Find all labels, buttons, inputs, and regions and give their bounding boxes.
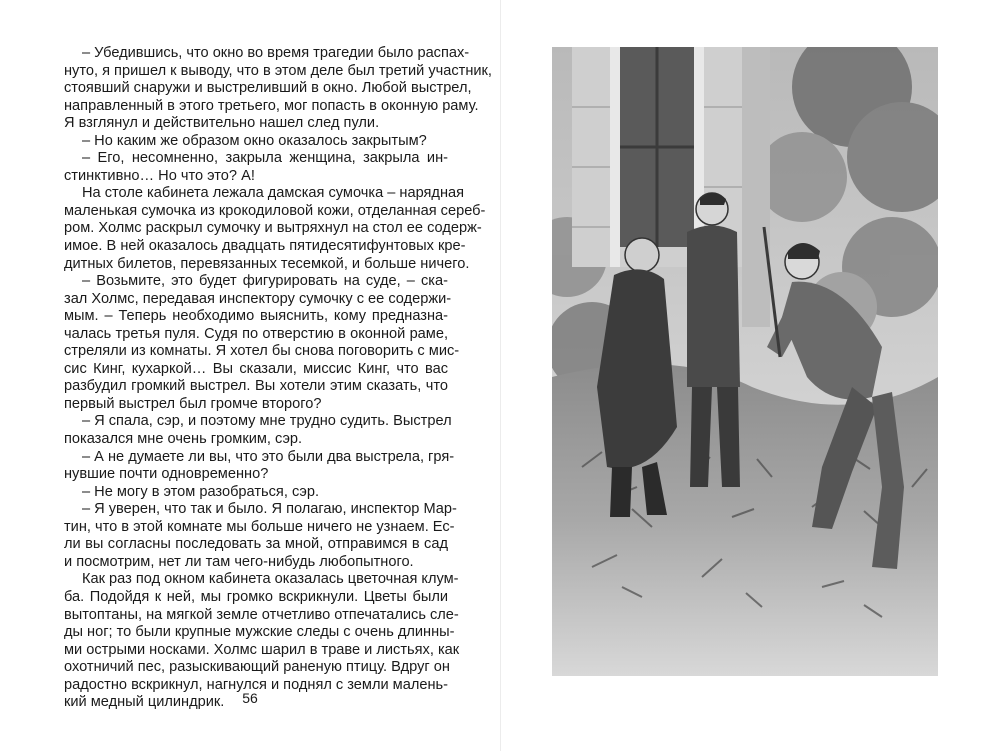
text-line: направленный в этого третьего, мог попасть в оконную раму.: [64, 97, 479, 114]
text-line: стинктивно… Но что это? А!: [64, 167, 255, 184]
text-line: имое. В ней оказалось двадцать пятидесятифунтовых кре-: [64, 238, 466, 255]
illustration-drawing: [552, 47, 938, 676]
text-line: разбудил громкий выстрел. Вы хотели этим сказать, что: [64, 378, 448, 395]
text-line: дитных билетов, перевязанных тесемкой, и больше ничего.: [64, 255, 470, 272]
text-line: стреляли из комнаты. Я хотел бы снова поговорить с мис-: [64, 343, 460, 360]
text-line: маленькая сумочка из крокодиловой кожи, отделанная сереб-: [64, 202, 486, 219]
left-page: [0, 0, 500, 751]
text-line: нувшие почти одновременно?: [64, 466, 269, 483]
text-line: тин, что в этой комнате мы больше ничего не узнаем. Ес-: [64, 518, 455, 535]
text-line: вытоптаны, на мягкой земле отчетливо отпечатались сле-: [64, 606, 459, 623]
text-line: зал Холмс, передавая инспектору сумочку с ее содержи-: [64, 290, 452, 307]
text-line: На столе кабинета лежала дамская сумочка – нарядная: [82, 185, 465, 202]
text-line: ми острыми носками. Холмс шарил в траве и листьях, как: [64, 641, 460, 658]
text-line: Как раз под окном кабинета оказалась цветочная клум-: [82, 571, 459, 588]
text-line: – Но каким же образом окно оказалось закрытым?: [82, 132, 427, 149]
text-line: – А не думаете ли вы, что это были два выстрела, гря-: [82, 448, 455, 465]
text-line: первый выстрел был громче второго?: [64, 395, 322, 412]
text-line: и посмотрим, нет ли там чего-нибудь любопытного.: [64, 553, 414, 570]
page-number: 56: [242, 690, 258, 706]
text-line: – Убедившись, что окно во время трагедии было распах-: [82, 45, 470, 61]
text-line: – Я спала, сэр, и поэтому мне трудно судить. Выстрел: [82, 413, 452, 430]
text-line: ром. Холмс раскрыл сумочку и вытряхнул на стол ее содерж-: [64, 220, 482, 237]
text-line: радостно вскрикнул, нагнулся и поднял с земли малень-: [64, 676, 448, 693]
text-line: – Я уверен, что так и было. Я полагаю, инспектор Мар-: [82, 501, 457, 518]
text-line: ды ног; то были крупные мужские следы с очень длинны-: [64, 624, 455, 641]
text-line: – Его, несомненно, закрыла женщина, закрыла ин-: [82, 150, 448, 167]
text-line: – Не могу в этом разобраться, сэр.: [82, 483, 320, 500]
text-line: нуто, я пришел к выводу, что в этом деле был третий участник,: [64, 62, 492, 79]
text-line: ба. Подойдя к ней, мы громко вскрикнули. Цветы были: [64, 588, 448, 605]
text-line: охотничий пес, разыскивающий раненую птицу. Вдруг он: [64, 659, 450, 676]
text-line: стоявший снаружи и выстреливший в окно. Любой выстрел,: [64, 80, 472, 97]
text-line: мым. – Теперь необходимо выяснить, кому предназна-: [64, 308, 448, 325]
illustration: [552, 47, 938, 676]
text-line: сис Кинг, кухаркой… Вы сказали, миссис Кинг, что вас: [64, 360, 448, 377]
text-line: чалась третья пуля. Судя по отверстию в оконной раме,: [64, 325, 448, 342]
book-gutter: [500, 0, 501, 751]
text-line: показался мне очень громким, сэр.: [64, 431, 303, 448]
text-line: – Возьмите, это будет фигурировать на суде, – ска-: [82, 273, 448, 290]
text-line: кий медный цилиндрик.: [64, 694, 225, 711]
story-text: [64, 45, 492, 712]
text-line: Я взглянул и действительно нашел след пули.: [64, 115, 380, 132]
text-line: ли вы согласны последовать за мной, отправимся в сад: [64, 536, 448, 553]
